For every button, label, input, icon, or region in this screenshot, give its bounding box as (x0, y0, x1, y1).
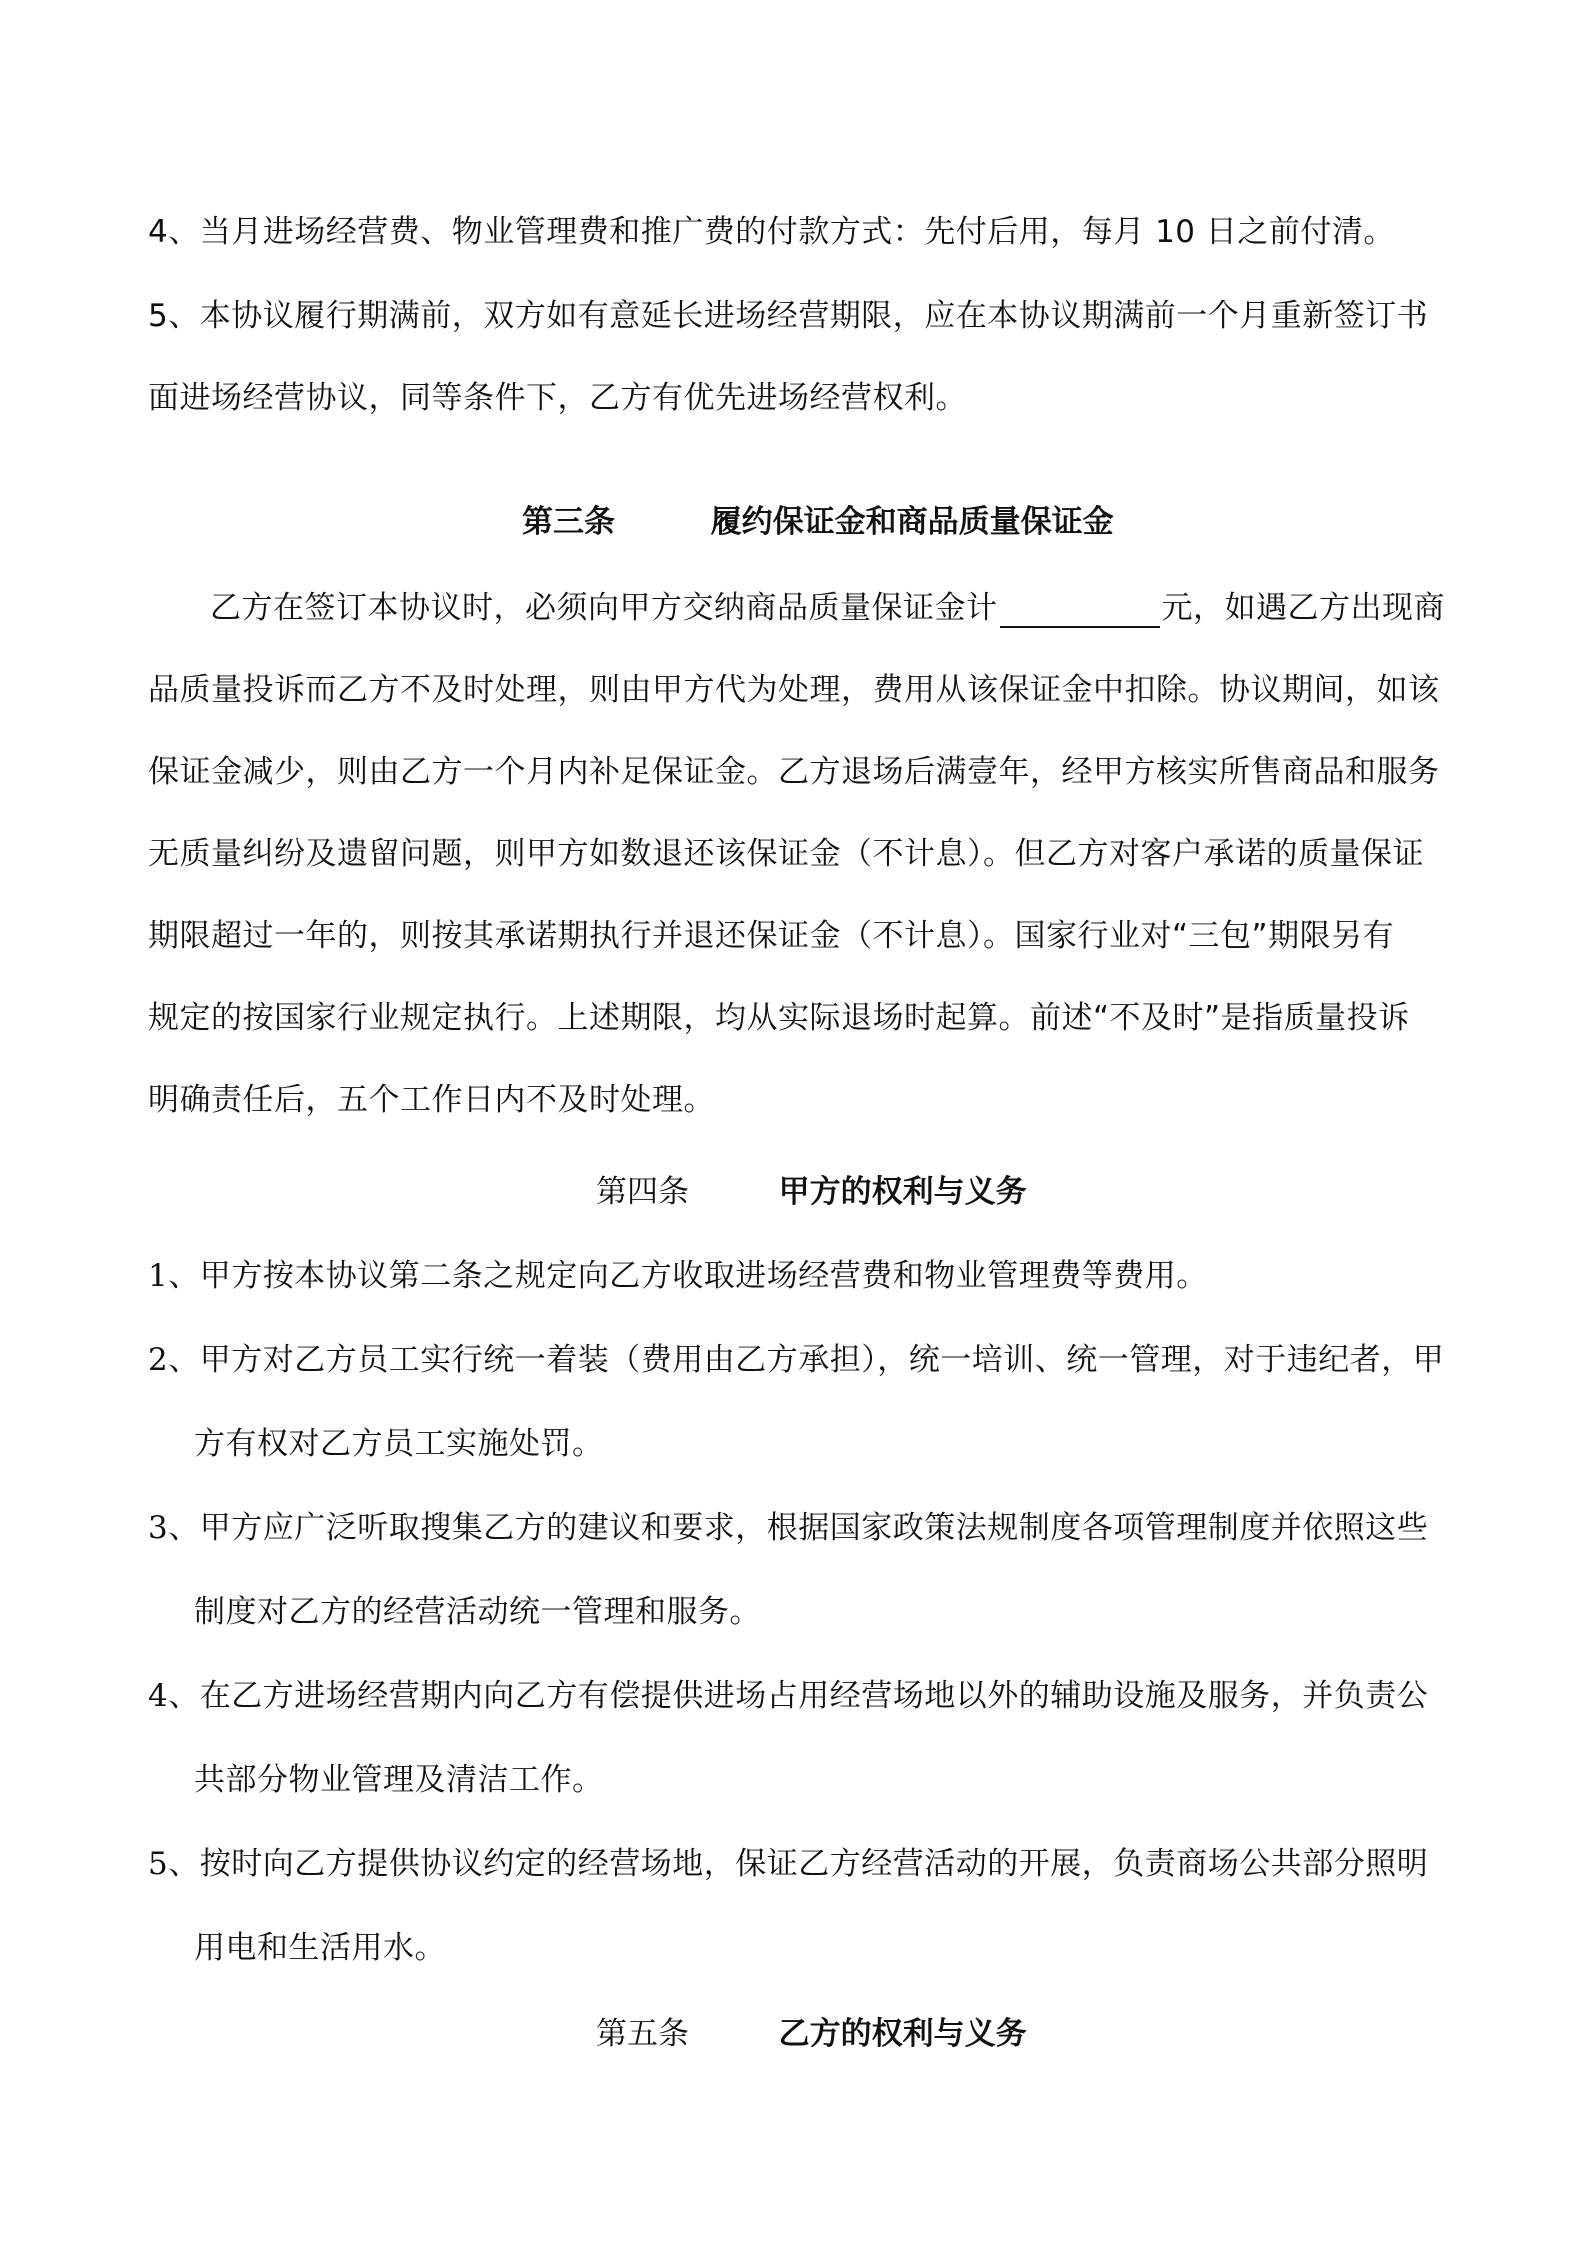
article-4-number: 第四条 (596, 1174, 689, 1210)
article-5-number: 第五条 (596, 2016, 689, 2052)
item-text: 甲方应广泛听取搜集乙方的建议和要求，根据国家政策法规制度各项管理制度并依照这些 (199, 1510, 1429, 1546)
item-number: 5、 (148, 1846, 200, 1882)
article-3-line-1 (210, 588, 1510, 628)
article-4-heading (596, 1172, 1027, 1212)
article-3-line-1-after-blank: 元，如遇乙方出现商 (1161, 590, 1445, 626)
article-4-title: 甲方的权利与义务 (778, 1174, 1027, 1210)
article-4-item-5 (148, 1844, 1448, 1884)
article-3-line-1-before-blank: 乙方在签订本协议时，必须向甲方交纳商品质量保证金计 (210, 590, 998, 626)
article-4-item-3 (148, 1508, 1448, 1548)
article-3-line-7: 明确责任后，五个工作日内不及时处理。 (148, 1082, 715, 1118)
item-number: 1、 (148, 1258, 200, 1294)
item-number: 3、 (148, 1510, 200, 1546)
item-text: 甲方按本协议第二条之规定向乙方收取进场经营费和物业管理费等费用。 (199, 1258, 1208, 1294)
item-number: 4、 (148, 1678, 200, 1714)
amount-blank (1000, 594, 1160, 628)
article-5-heading (596, 2014, 1027, 2054)
article-3-number: 第三条 (522, 504, 615, 540)
article-4-item-3-cont: 制度对乙方的经营活动统一管理和服务。 (194, 1594, 761, 1630)
article-3-line-3: 保证金减少，则由乙方一个月内补足保证金。乙方退场后满壹年，经甲方核实所售商品和服务 (148, 754, 1440, 790)
item-text: 在乙方进场经营期内向乙方有偿提供进场占用经营场地以外的辅助设施及服务，并负责公 (199, 1678, 1429, 1714)
article-4-item-1 (148, 1256, 1448, 1296)
article-4-item-2 (148, 1340, 1448, 1380)
article-5-title: 乙方的权利与义务 (778, 2016, 1027, 2052)
article-3-line-6: 规定的按国家行业规定执行。上述期限，均从实际退场时起算。前述“不及时”是指质量投诉 (148, 1000, 1410, 1036)
article-3-line-2: 品质量投诉而乙方不及时处理，则由甲方代为处理，费用从该保证金中扣除。协议期间，如该 (148, 672, 1440, 708)
clause-item-5-line2: 面进场经营协议，同等条件下，乙方有优先进场经营权利。 (148, 380, 967, 416)
item-text: 甲方对乙方员工实行统一着装（费用由乙方承担），统一培训、统一管理，对于违纪者，甲 (199, 1342, 1445, 1378)
item-number: 2、 (148, 1342, 200, 1378)
clause-item-4: 4、当月进场经营费、物业管理费和推广费的付款方式：先付后用，每月 10 日之前付清。 (148, 214, 1395, 250)
article-3-title: 履约保证金和商品质量保证金 (710, 504, 1114, 540)
clause-item-5-line1: 5、本协议履行期满前，双方如有意延长进场经营期限，应在本协议期满前一个月重新签订书 (148, 298, 1429, 334)
article-4-item-2-cont: 方有权对乙方员工实施处罚。 (194, 1426, 604, 1462)
article-4-item-5-cont: 用电和生活用水。 (194, 1930, 446, 1966)
item-text: 按时向乙方提供协议约定的经营场地，保证乙方经营活动的开展，负责商场公共部分照明 (199, 1846, 1429, 1882)
article-3-heading (522, 502, 1114, 542)
article-4-item-4-cont: 共部分物业管理及清洁工作。 (194, 1762, 604, 1798)
article-4-item-4 (148, 1676, 1448, 1716)
article-3-line-5: 期限超过一年的，则按其承诺期执行并退还保证金（不计息）。国家行业对“三包”期限另有 (148, 918, 1395, 954)
article-3-line-4: 无质量纠纷及遗留问题，则甲方如数退还该保证金（不计息）。但乙方对客户承诺的质量保证 (148, 836, 1424, 872)
